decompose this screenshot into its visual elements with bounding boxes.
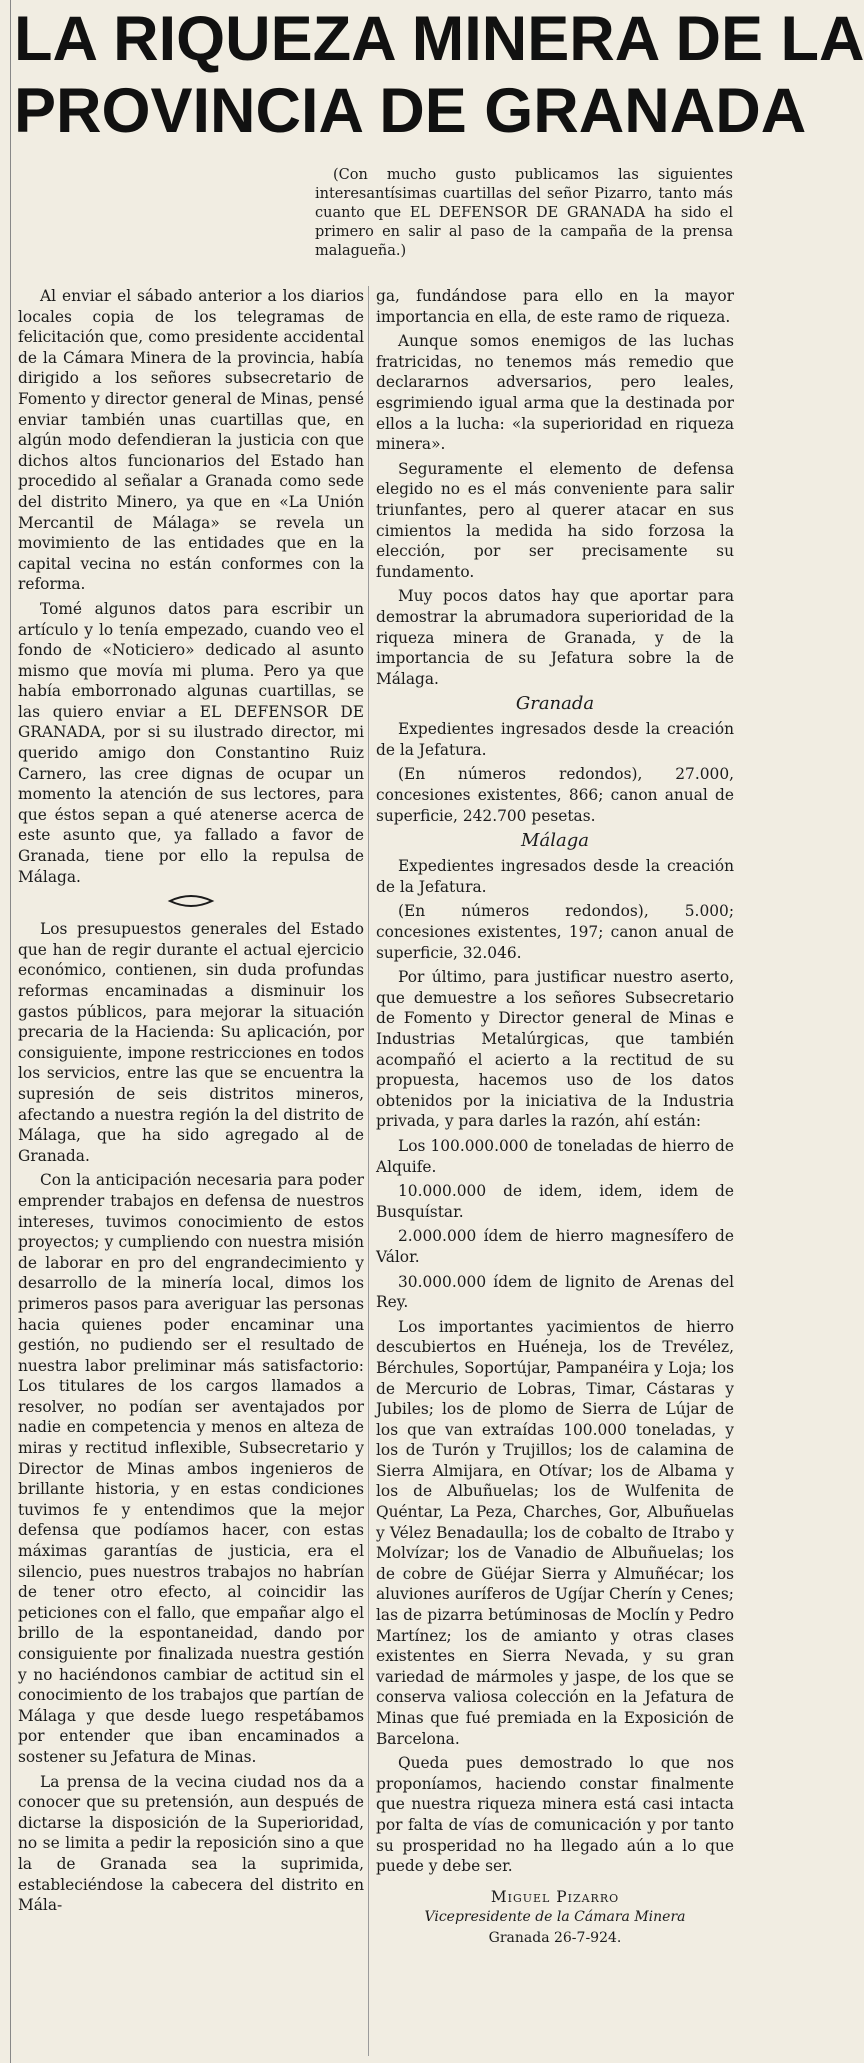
list-item: 2.000.000 ídem de hierro magnesífero de Válor. [376,1227,734,1266]
page-margin-line [10,0,11,2063]
paragraph: Por último, para justificar nuestro aserto, que demuestre a los señores Subsecretario de Fomento y Director general de Minas e Industrias Metalúrgicas, que también acompañó el acierto a la rectitud de su propuesta, hacemos uso de los datos obtenidos por la iniciativa de la Industria privada, y para darles la razón, ahí están: [376,968,734,1131]
paragraph: Expedientes ingresados desde la creación de la Jefatura. [376,720,734,759]
granada-heading: Granada [515,693,595,715]
paragraph: Queda pues demostrado lo que nos proponíamos, haciendo constar finalmente que nuestra riqueza minera está casi intacta por falta de vías de comunicación y por tanto su prosperidad no ha llegado aún a lo que puede y debe ser. [376,1754,734,1876]
signature-title: Vicepresidente de la Cámara Minera [424,1909,686,1926]
right-column [376,286,734,1949]
paragraph: La prensa de la vecina ciudad nos da a conocer que su pretensión, aun después de dictarse la disposición de la Superioridad, no se limita a pedir la reposición sino a que la de Granada sea la suprimida, estableciéndose la cabecera del distrito en Mála- [18,1772,364,1915]
headline-line-2: PROVINCIA DE GRANADA [14,76,807,146]
paragraph: (En números redondos), 5.000; concesiones existentes, 197; canon anual de superficie, 32.046. [376,902,734,962]
list-item: 10.000.000 de idem, idem, idem de Busquístar. [376,1182,734,1221]
left-column [18,286,364,1920]
column-divider [368,286,369,2056]
malaga-heading: Málaga [521,830,589,852]
paragraph: Tomé algunos datos para escribir un artículo y lo tenía empezado, cuando veo el fondo de «Noticiero» dedicado al asunto mismo que movía mi pluma. Pero ya que había emborronado algunas cuartillas, se las quiero enviar a EL DEFENSOR DE GRANADA, por si su ilustrado director, mi querido amigo don Constantino Ruiz Carnero, las cree dignas de ocupar un momento la atención de sus lectores, para que éstos sepan a qué atenerse acerca de este asunto que, ya fallado a favor de Granada, tiene por ello la repulsa de Málaga. [18,599,364,886]
paragraph: ga, fundándose para ello en la mayor importancia en ella, de este ramo de riqueza. [376,287,734,326]
paragraph: Muy pocos datos hay que aportar para demostrar la abrumadora superioridad de la riqueza minera de Granada, y de la importancia de su Jefatura sobre la de Málaga. [376,587,734,688]
paragraph: Los presupuestos generales del Estado que han de regir durante el actual ejercicio económico, contienen, sin duda profundas reformas encaminadas a disminuir los gastos públicos, para mejorar la situación precaria de la Hacienda: Su aplicación, por consiguiente, impone restricciones en todos los servicios, entre las que se encuentra la supresión de seis distritos mineros, afectando a nuestra región la del distrito de Málaga, que ha sido agregado al de Granada. [18,920,364,1165]
paragraph: (En números redondos), 27.000, concesiones existentes, 866; canon anual de superficie, 242.700 pesetas. [376,765,734,825]
list-item: 30.000.000 ídem de lignito de Arenas del Rey. [376,1272,734,1312]
list-item: Los 100.000.000 de toneladas de hierro de Alquife. [376,1136,734,1176]
paragraph: Al enviar el sábado anterior a los diarios locales copia de los telegramas de felicitación que, como presidente accidental de la Cámara Minera de la provincia, había dirigido a los señores subsecretario de Fomento y director general de Minas, pensé enviar también unas cuartillas que, en algún modo defendieran la justicia con que dichos altos funcionarios del Estado han procedido al señalar a Granada como sede del distrito Minero, ya que en «La Unión Mercantil de Málaga» se revela un movimiento de las entidades que en la capital vecina no están conformes con la reforma. [18,287,364,594]
paragraph: Con la anticipación necesaria para poder emprender trabajos en defensa de nuestros intereses, tuvimos conocimiento de estos proyectos; y cumpliendo con nuestra misión de laborar en pro del engrandecimiento y desarrollo de la minería local, dimos los primeros pasos para averiguar las personas hacia quienes poder encaminar una gestión, no pudiendo ser el resultado de nuestra labor preliminar más satisfactorio: Los titulares de los cargos llamados a resolver, no podían ser aventajados por nadie en competencia y menos en alteza de miras y rectitud inflexible, Subsecretario y Director de Minas ambos ingenieros de brillante historia, y en estas condiciones tuvimos fe y entendimos que la mejor defensa que podíamos hacer, con estas máximas garantías de justicia, era el silencio, pues nuestros trabajos no habrían de tener otro efecto, al coincidir las peticiones con el fallo, que empañar algo el brillo de la espontaneidad, dando por consiguiente por finalizada nuestra gestión y no haciéndonos cambiar de actitud sin el conocimiento de los trabajos que partían de Málaga y que desde luego respetábamos por entender que iban encaminados a sostener su Jefatura de Minas. [18,1171,364,1766]
editor-note: (Con mucho gusto publicamos las siguientes interesantísimas cuartillas del señor Pizarro, tanto más cuanto que EL DEFENSOR DE GRANADA ha sido el primero en salir al paso de la campaña de la prensa malagueña.) [315,167,733,259]
signature-date: Granada 26-7-924. [488,1929,622,1946]
headline-line-1: LA RIQUEZA MINERA DE LA [14,4,864,74]
paragraph: Aunque somos enemigos de las luchas fratricidas, no tenemos más remedio que declararnos adversarios, pero leales, esgrimiendo igual arma que la destinada por ellos a la lucha: «la superioridad en riqueza minera». [376,332,734,454]
signature-name: Miguel Pizarro [490,1887,620,1906]
paragraph: Los importantes yacimientos de hierro descubiertos en Huéneja, los de Trevélez, Bérchules, Soportújar, Pampanéira y Loja; los de Mercurio de Lobras, Timar, Cástaras y Jubiles; los de plomo de Sierra de Lújar de los que van extraídas 100.000 toneladas, y los de Turón y Trujillos; los de calamina de Sierra Almijara, en Otívar; los de Albama y los de Albuñuelas; los de Wulfenita de Quéntar, La Peza, Charches, Gor, Albuñuelas y Vélez Benadaulla; los de cobalto de Itrabo y Molvízar; los de Vanadio de Albuñuelas; los de cobre de Güéjar Sierra y Almuñécar; los aluviones auríferos de Ugíjar Cherín y Cenes; las de pizarra betúminosas de Moclín y Pedro Martínez; los de amianto y otras clases existentes en Sierra Nevada, y su gran variedad de mármoles y jaspe, de los que se conserva valiosa colección en la Jefatura de Minas que fué premiada en la Exposición de Barcelona. [376,1317,734,1748]
paragraph: Expedientes ingresados desde la creación de la Jefatura. [376,857,734,896]
paragraph: Seguramente el elemento de defensa elegido no es el más conveniente para salir triunfantes, pero al querer atacar en sus cimientos la medida ha sido forzosa la elección, por ser precisamente su fundamento. [376,459,734,581]
ornament-divider-icon [18,893,364,909]
